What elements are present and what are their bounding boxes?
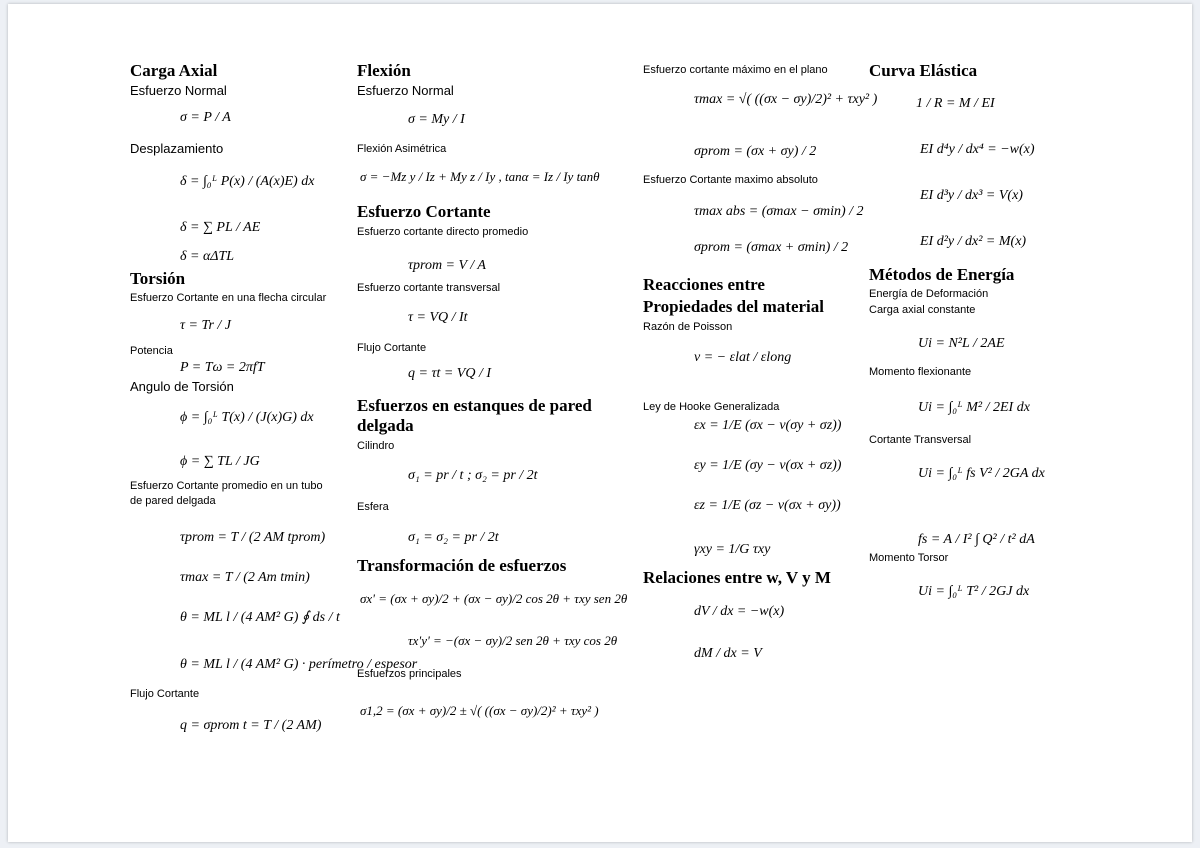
- formula-form-factor: fs = A / I² ∫ Q² / t² dA: [918, 532, 1035, 547]
- heading-propiedades: Propiedades del material: [643, 297, 824, 316]
- heading-reacciones: Reacciones entre: [643, 275, 765, 294]
- formula-max-inplane-shear: τmax = √( ((σx − σy)/2)² + τxy² ): [694, 92, 878, 107]
- formula-twist-sum: ϕ = ∑ TL / JG: [180, 454, 260, 469]
- formula-transformation-normal: σx' = (σx + σy)/2 + (σx − σy)/2 cos 2θ + τxy sen 2θ: [360, 591, 628, 606]
- formula-power: P = Tω = 2πfT: [180, 360, 265, 375]
- label-flexion-asimetrica: Flexión Asimétrica: [357, 143, 447, 155]
- heading-carga-axial: Carga Axial: [130, 61, 218, 80]
- formula-shear-moment: dM / dx = V: [694, 646, 762, 661]
- formula-third-derivative: EI d³y / dx³ = V(x): [920, 188, 1023, 203]
- formula-shear-flow-2: q = τt = VQ / I: [408, 366, 492, 381]
- heading-metodos-energia: Métodos de Energía: [869, 265, 1015, 284]
- label-angulo-torsion: Angulo de Torsión: [130, 379, 234, 394]
- formula-shear-energy: Ui = ∫₀ᴸ fs V² / 2GA dx: [918, 466, 1045, 481]
- label-cortante-max-plano: Esfuerzo cortante máximo en el plano: [643, 64, 828, 76]
- formula-shear-flow: q = σprom t = T / (2 AM): [180, 718, 322, 733]
- heading-torsion: Torsión: [130, 269, 186, 288]
- label-cortante-transversal: Esfuerzo cortante transversal: [357, 282, 501, 294]
- formula-average-normal: σprom = (σx + σy) / 2: [694, 144, 817, 159]
- label-cortante-transversal-energia: Cortante Transversal: [869, 434, 972, 446]
- formula-unsymmetric-bending: σ = −Mz y / Iz + My z / Iy , tanα = Iz / Iy tanθ: [360, 169, 600, 184]
- heading-relaciones: Relaciones entre w, V y M: [643, 568, 831, 587]
- label-potencia: Potencia: [130, 345, 173, 357]
- label-razon-poisson: Razón de Poisson: [643, 321, 733, 333]
- heading-curva-elastica: Curva Elástica: [869, 61, 978, 80]
- formula-shear-strain: γxy = 1/G τxy: [694, 542, 771, 557]
- formula-absolute-max-shear: τmax abs = (σmax − σmin) / 2: [694, 204, 864, 219]
- formula-load-shear: dV / dx = −w(x): [694, 604, 785, 619]
- formula-torsion-energy: Ui = ∫₀ᴸ T² / 2GJ dx: [918, 584, 1030, 599]
- formula-thin-tube-twist-1: θ = ML l / (4 AM² G) ∮ ds / t: [180, 610, 340, 625]
- formula-transverse-shear: τ = VQ / It: [408, 310, 468, 325]
- formula-principal-stresses: σ1,2 = (σx + σy)/2 ± √( ((σx − σy)/2)² + τxy² ): [360, 703, 599, 718]
- label-cortante-tubo-2: de pared delgada: [130, 495, 216, 507]
- label-flujo-cortante-2: Flujo Cortante: [357, 342, 427, 354]
- heading-transformacion: Transformación de esfuerzos: [357, 556, 567, 575]
- heading-esfuerzo-cortante: Esfuerzo Cortante: [357, 202, 491, 221]
- label-esfuerzo-normal-flexion: Esfuerzo Normal: [357, 83, 454, 98]
- heading-flexion: Flexión: [357, 61, 411, 80]
- label-cortante-directo: Esfuerzo cortante directo promedio: [357, 226, 529, 238]
- formula-thin-tube-average: τprom = T / (2 AM tprom): [180, 530, 326, 545]
- label-momento-torsor: Momento Torsor: [869, 552, 949, 564]
- label-hooke: Ley de Hooke Generalizada: [643, 401, 780, 413]
- label-cortante-maximo-absoluto: Esfuerzo Cortante maximo absoluto: [643, 174, 818, 186]
- label-desplazamiento: Desplazamiento: [130, 141, 224, 156]
- formula-displacement-integral: δ = ∫₀ᴸ P(x) / (A(x)E) dx: [180, 174, 315, 189]
- formula-thin-tube-max: τmax = T / (2 Am tmin): [180, 570, 310, 585]
- label-flujo-cortante: Flujo Cortante: [130, 688, 200, 700]
- label-esfuerzo-normal: Esfuerzo Normal: [130, 83, 227, 98]
- formula-cylinder: σ₁ = pr / t ; σ₂ = pr / 2t: [408, 468, 538, 483]
- formula-displacement-sum: δ = ∑ PL / AE: [180, 220, 261, 235]
- formula-sheet-page: [8, 4, 1192, 842]
- heading-estanques-2: delgada: [357, 416, 414, 435]
- formula-fourth-derivative: EI d⁴y / dx⁴ = −w(x): [920, 142, 1035, 157]
- formula-curvature: 1 / R = M / EI: [916, 96, 995, 111]
- formula-hooke-x: εx = 1/E (σx − ν(σy + σz)): [694, 418, 842, 433]
- formula-direct-shear: τprom = V / A: [408, 258, 486, 273]
- formula-average-normal-abs: σprom = (σmax + σmin) / 2: [694, 240, 849, 255]
- formula-hooke-z: εz = 1/E (σz − ν(σx + σy)): [694, 498, 841, 513]
- formula-normal-stress: σ = P / A: [180, 110, 231, 125]
- formula-thermal-displacement: δ = αΔTL: [180, 249, 235, 264]
- formula-axial-energy: Ui = N²L / 2AE: [918, 336, 1005, 351]
- formula-second-derivative: EI d²y / dx² = M(x): [920, 234, 1027, 249]
- formula-sphere: σ₁ = σ₂ = pr / 2t: [408, 530, 499, 545]
- label-energia-deformacion: Energía de Deformación: [869, 288, 989, 300]
- heading-estanques-1: Esfuerzos en estanques de pared: [357, 396, 592, 415]
- formula-thin-tube-twist-2: θ = ML l / (4 AM² G) · perímetro / espesor: [180, 657, 418, 672]
- formula-hooke-y: εy = 1/E (σy − ν(σx + σz)): [694, 458, 842, 473]
- label-cilindro: Cilindro: [357, 440, 395, 452]
- label-esfera: Esfera: [357, 501, 389, 513]
- formula-twist-integral: ϕ = ∫₀ᴸ T(x) / (J(x)G) dx: [180, 410, 314, 425]
- label-carga-axial-constante: Carga axial constante: [869, 304, 976, 316]
- label-cortante-tubo-1: Esfuerzo Cortante promedio en un tubo: [130, 480, 323, 492]
- label-momento-flexionante: Momento flexionante: [869, 366, 972, 378]
- label-cortante-flecha: Esfuerzo Cortante en una flecha circular: [130, 292, 327, 304]
- formula-transformation-shear: τx'y' = −(σx − σy)/2 sen 2θ + τxy cos 2θ: [408, 633, 618, 648]
- formula-torsion-shear: τ = Tr / J: [180, 318, 232, 333]
- label-esfuerzos-principales: Esfuerzos principales: [357, 668, 462, 680]
- formula-bending-energy: Ui = ∫₀ᴸ M² / 2EI dx: [918, 400, 1030, 415]
- formula-flexure: σ = My / I: [408, 112, 465, 127]
- formula-poisson-ratio: ν = − εlat / εlong: [694, 350, 792, 365]
